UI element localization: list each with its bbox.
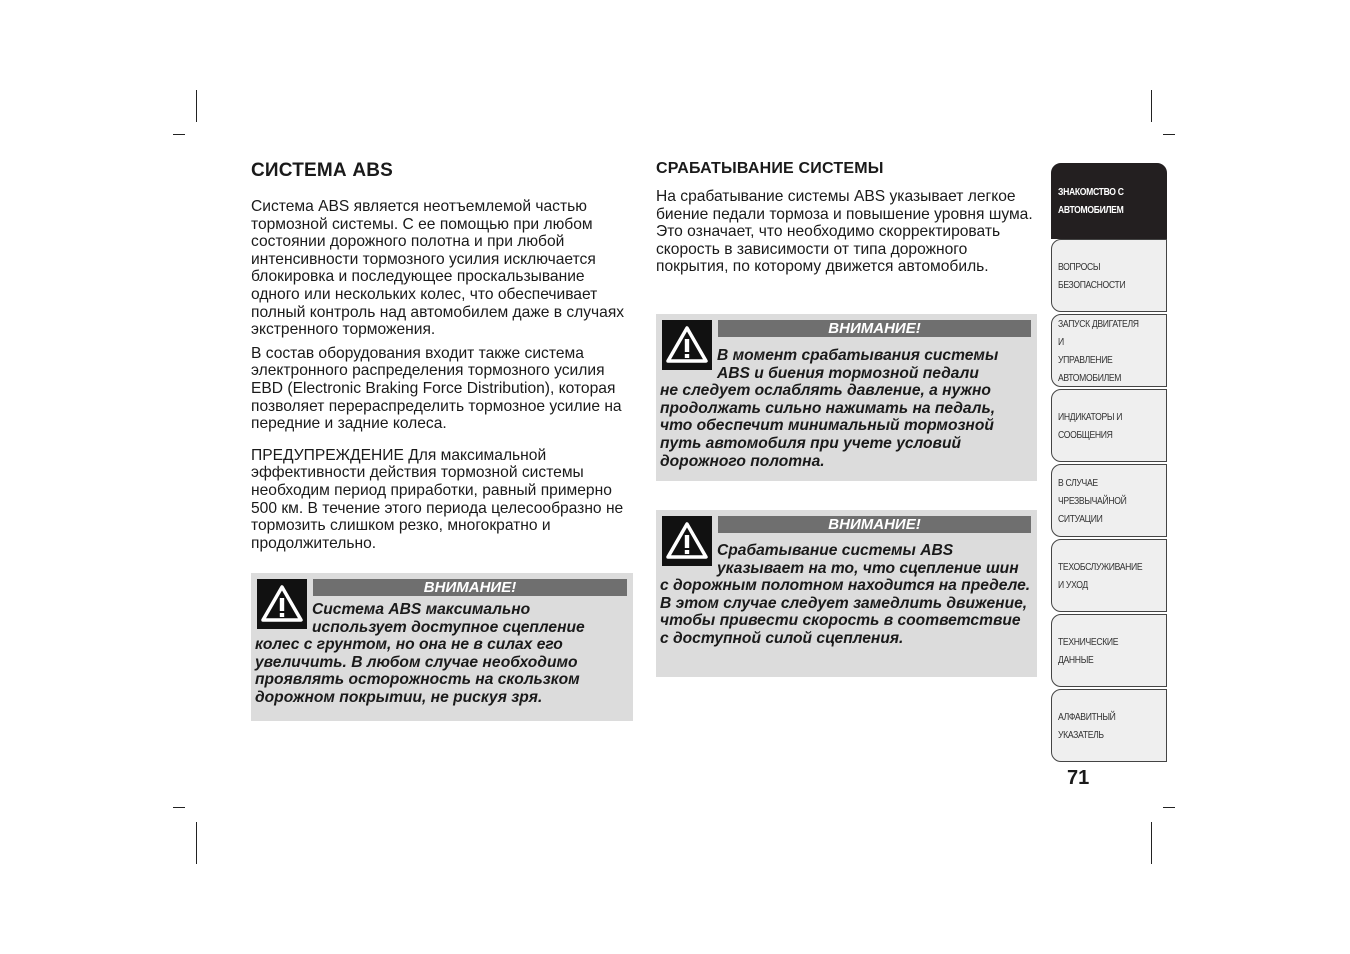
warning-text-rest: с дорожным полотном находится на пределе. В этом случае следует замедлить движение, чтобы привести скорость в соответствие с доступной силой сцепления. <box>660 577 1031 647</box>
right-column <box>656 160 1040 282</box>
warning-text <box>660 542 1031 648</box>
tab-label: ЗАПУСК ДВИГАТЕЛЯ И УПРАВЛЕНИЕ АВТОМОБИЛЕМ <box>1058 317 1139 384</box>
tab-label: ИНДИКАТОРЫ И СООБЩЕНИЯ <box>1058 410 1123 441</box>
tab-label: АЛФАВИТНЫЙ УКАЗАТЕЛЬ <box>1058 710 1116 741</box>
page-number: 71 <box>1067 767 1090 789</box>
tab-indicators[interactable] <box>1051 389 1167 462</box>
tab-label: ВОПРОСЫ БЕЗОПАСНОСТИ <box>1058 260 1126 291</box>
paragraph: В состав оборудования входит также система электронного распределения тормозного усилия EBD (Electronic Braking Force Distribution), которая позволяет перераспределить тормозное усилие на передние и задние колеса. <box>251 344 622 433</box>
tab-label: ЗНАКОМСТВО С АВТОМОБИЛЕМ <box>1058 186 1124 216</box>
left-column <box>251 160 635 558</box>
crop-mark <box>173 134 185 135</box>
warning-text <box>660 347 1031 470</box>
warning-text <box>255 601 627 707</box>
warning-text-rest: колес с грунтом, но она не в силах его увеличить. В любом случае необходимо проявлять осторожность на скользком дорожном покрытии, не рискуя зря. <box>255 636 580 706</box>
warning-box <box>656 314 1037 481</box>
crop-mark <box>1151 822 1152 864</box>
tab-label: В СЛУЧАЕ ЧРЕЗВЫЧАЙНОЙ СИТУАЦИИ <box>1058 476 1127 525</box>
tab-technical-data[interactable] <box>1051 614 1167 687</box>
crop-mark <box>1163 134 1175 135</box>
warning-label: ВНИМАНИЕ! <box>718 516 1031 533</box>
tab-label: ТЕХНИЧЕСКИЕ ДАННЫЕ <box>1058 635 1119 666</box>
warning-box <box>251 573 633 721</box>
warning-box <box>656 510 1037 677</box>
section-title: СИСТЕМА ABS <box>251 160 394 181</box>
tab-maintenance[interactable] <box>1051 539 1167 612</box>
crop-mark <box>1163 807 1175 808</box>
tab-label: ТЕХОБСЛУЖИВАНИЕ И УХОД <box>1058 560 1143 591</box>
warning-text-first: Система ABS максимально использует доступное сцепление <box>312 601 585 636</box>
paragraph: Система ABS является неотъемлемой частью тормозной системы. С ее помощью при любом состоянии дорожного полотна и при любой интенсивности тормозного усилия исключается блокировка и последующее проскальзывание одного или нескольких колес, что обеспечивает полный контроль над автомобилем даже в случаях экстренного торможения. <box>251 198 625 339</box>
warning-label: ВНИМАНИЕ! <box>313 579 627 596</box>
crop-mark <box>196 90 197 122</box>
warning-text-first: В момент срабатывания системы ABS и биения тормозной педали <box>717 347 999 382</box>
tab-index[interactable] <box>1051 689 1167 762</box>
tab-emergency[interactable] <box>1051 464 1167 537</box>
tab-engine-start[interactable] <box>1051 314 1167 387</box>
crop-mark <box>196 822 197 864</box>
paragraph: На срабатывание системы ABS указывает легкое биение педали тормоза и повышение уровня шума. Это означает, что необходимо скорректировать скорость в зависимости от типа дорожного покрытия, по которому движется автомобиль. <box>656 188 1033 276</box>
warning-text-first: Срабатывание системы ABS указывает на то, что сцепление шин <box>717 542 1019 577</box>
crop-mark <box>173 807 185 808</box>
warning-label: ВНИМАНИЕ! <box>718 320 1031 337</box>
warning-text-rest: не следует ослаблять давление, а нужно продолжать сильно нажимать на педаль, что обеспечит минимальный тормозной путь автомобиля при учете условий дорожного полотна. <box>660 382 996 470</box>
section-title: СРАБАТЫВАНИЕ СИСТЕМЫ <box>656 160 884 177</box>
tab-safety[interactable] <box>1051 239 1167 312</box>
crop-mark <box>1151 90 1152 122</box>
tab-acquaintance[interactable] <box>1051 163 1167 239</box>
paragraph: ПРЕДУПРЕЖДЕНИЕ Для максимальной эффективности действия тормозной системы необходим период приработки, равный примерно 500 км. В течение этого периода целесообразно не тормозить слишком резко, многократно и продолжительно. <box>251 446 624 552</box>
